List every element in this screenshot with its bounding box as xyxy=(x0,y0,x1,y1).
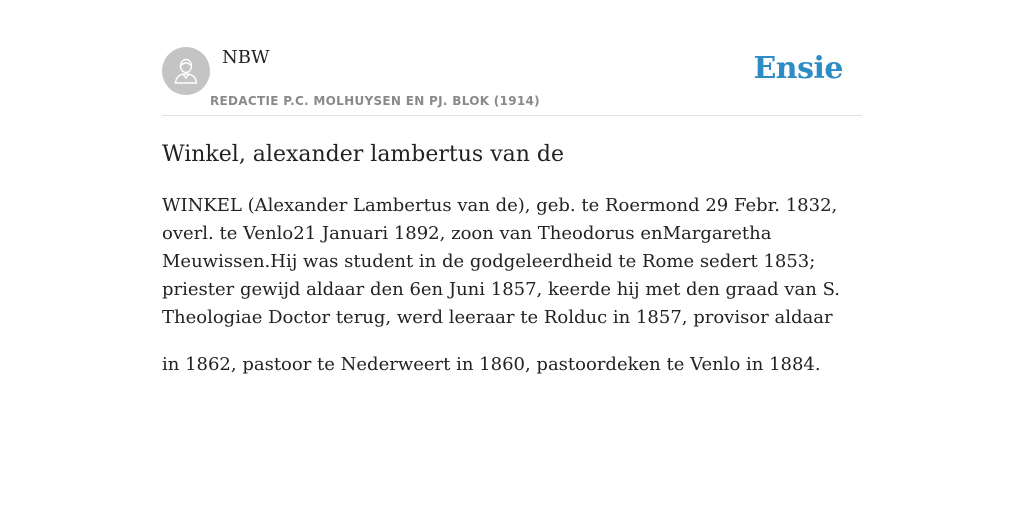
article-paragraph: in 1862, pastoor te Nederweert in 1860, pastoordeken te Venlo in 1884. xyxy=(162,354,821,375)
article-header xyxy=(162,0,862,116)
author-name[interactable]: NBW xyxy=(222,47,270,68)
article-title: Winkel, alexander lambertus van de xyxy=(162,142,565,167)
article-body xyxy=(162,192,862,398)
user-icon xyxy=(173,57,199,85)
author-avatar[interactable] xyxy=(162,47,210,95)
page-container xyxy=(162,0,862,375)
brand-logo[interactable]: Ensie xyxy=(753,51,843,86)
source-label: REDACTIE P.C. MOLHUYSEN EN PJ. BLOK (1914) xyxy=(210,94,540,108)
article-paragraph: WINKEL (Alexander Lambertus van de), geb. te Roermond 29 Febr. 1832, overl. te Venlo21 Januari 1892, zoon van Theodorus enMargaretha Meuwissen.Hij was student in de godgeleerdheid te Rome sedert 1853; priester gewijd aldaar den 6en Juni 1857, keerde hij met den graad van S. Theologiae Doctor terug, werd leeraar te Rolduc in 1857, provisor aldaar xyxy=(162,195,840,328)
